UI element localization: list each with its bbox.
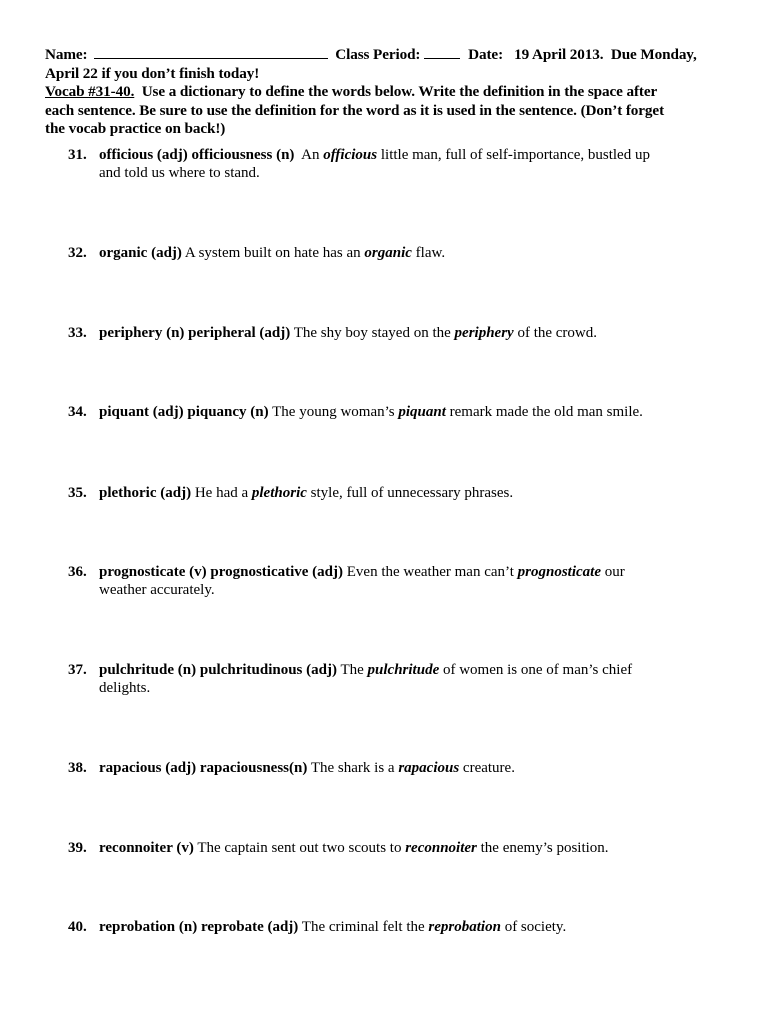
item-sentence-post: of the crowd. (517, 325, 598, 341)
item-body (99, 661, 728, 697)
item-body (99, 403, 728, 421)
item-terms: rapacious (adj) rapaciousness(n) (99, 760, 308, 776)
vocab-item-34 (68, 403, 728, 421)
item-body (99, 484, 728, 502)
item-terms: reconnoiter (v) (99, 840, 194, 856)
vocab-item-36 (68, 563, 728, 599)
item-number: 34. (68, 404, 87, 420)
date-value: 19 April 2013. (514, 46, 604, 63)
item-body (99, 839, 728, 857)
item-sentence-post: style, full of unnecessary phrases. (310, 485, 514, 501)
header-line-3 (45, 83, 735, 102)
item-sentence-post: the enemy’s position. (480, 840, 609, 856)
header-line-4 (45, 102, 735, 121)
item-terms: piquant (adj) piquancy (n) (99, 404, 269, 420)
item-sentence-cont: and told us where to stand. (99, 165, 260, 181)
item-number: 31. (68, 147, 87, 163)
vocab-item-37 (68, 661, 728, 697)
item-sentence-cont: weather accurately. (99, 582, 215, 598)
item-terms: plethoric (adj) (99, 485, 192, 501)
item-target-word: periphery (454, 325, 514, 341)
due-text-2: April 22 if you don’t finish today! (45, 64, 260, 82)
vocab-item-31 (68, 146, 728, 182)
item-number: 36. (68, 564, 87, 580)
vocab-label: Vocab #31-40. (45, 83, 135, 100)
item-terms: reprobation (n) reprobate (adj) (99, 919, 299, 935)
item-terms: organic (adj) (99, 245, 182, 261)
class-period-blank (424, 44, 460, 59)
item-number: 35. (68, 485, 87, 501)
item-sentence-post: of society. (504, 919, 567, 935)
instructions-1: Use a dictionary to define the words below. Write the definition in the space after (141, 83, 658, 100)
item-target-word: rapacious (398, 760, 460, 776)
item-sentence-post: creature. (462, 760, 515, 776)
vocab-item-39 (68, 839, 728, 857)
item-sentence-pre: The (340, 662, 364, 678)
item-target-word: piquant (398, 404, 446, 420)
item-body (99, 759, 728, 777)
item-body (99, 563, 728, 599)
item-sentence-post: our (604, 564, 625, 580)
item-number: 37. (68, 662, 87, 678)
header-line-5 (45, 120, 735, 139)
item-terms: officious (adj) officiousness (n) (99, 147, 295, 163)
item-sentence-pre: He had a (194, 485, 249, 501)
item-sentence-post: little man, full of self-importance, bustled up (380, 147, 650, 163)
item-target-word: organic (364, 245, 412, 261)
item-target-word: officious (323, 147, 378, 163)
name-blank (94, 44, 328, 59)
item-sentence-pre: The young woman’s (272, 404, 395, 420)
item-sentence-post: of women is one of man’s chief (442, 662, 633, 678)
vocab-item-33 (68, 324, 728, 342)
item-sentence-post: flaw. (415, 245, 446, 261)
item-target-word: pulchritude (367, 662, 440, 678)
item-number: 39. (68, 840, 87, 856)
vocab-item-40 (68, 918, 728, 936)
item-target-word: reprobation (428, 919, 501, 935)
item-sentence-pre: The captain sent out two scouts to (197, 840, 402, 856)
item-sentence-pre: An (301, 147, 320, 163)
item-sentence-pre: The criminal felt the (301, 919, 425, 935)
item-target-word: plethoric (251, 485, 307, 501)
item-sentence-pre: The shy boy stayed on the (293, 325, 451, 341)
vocab-item-38 (68, 759, 728, 777)
item-sentence-pre: A system built on hate has an (184, 245, 361, 261)
header-line-2 (45, 65, 735, 84)
item-target-word: prognosticate (517, 564, 601, 580)
instructions-3: the vocab practice on back!) (45, 120, 226, 137)
item-body (99, 244, 728, 262)
item-number: 33. (68, 325, 87, 341)
item-body (99, 146, 728, 182)
item-sentence-post: remark made the old man smile. (449, 404, 643, 420)
item-sentence-pre: The shark is a (310, 760, 395, 776)
item-sentence-pre: Even the weather man can’t (346, 564, 514, 580)
vocab-item-32 (68, 244, 728, 262)
name-label: Name: (45, 46, 88, 63)
vocab-item-35 (68, 484, 728, 502)
item-target-word: reconnoiter (405, 840, 477, 856)
item-number: 40. (68, 919, 87, 935)
item-number: 38. (68, 760, 87, 776)
item-body (99, 324, 728, 342)
item-sentence-cont: delights. (99, 680, 151, 696)
item-body (99, 918, 728, 936)
item-terms: pulchritude (n) pulchritudinous (adj) (99, 662, 337, 678)
header-line-1 (45, 44, 735, 65)
item-number: 32. (68, 245, 87, 261)
date-label: Date: (468, 46, 504, 63)
class-period-label: Class Period: (335, 46, 421, 63)
due-text-1: Due Monday, (610, 46, 697, 63)
instructions-2: each sentence. Be sure to use the definition for the word as it is used in the sentence. (Don’t forget (45, 101, 665, 119)
item-terms: prognosticate (v) prognosticative (adj) (99, 564, 343, 580)
item-terms: periphery (n) peripheral (adj) (99, 325, 291, 341)
worksheet-header (45, 44, 735, 139)
